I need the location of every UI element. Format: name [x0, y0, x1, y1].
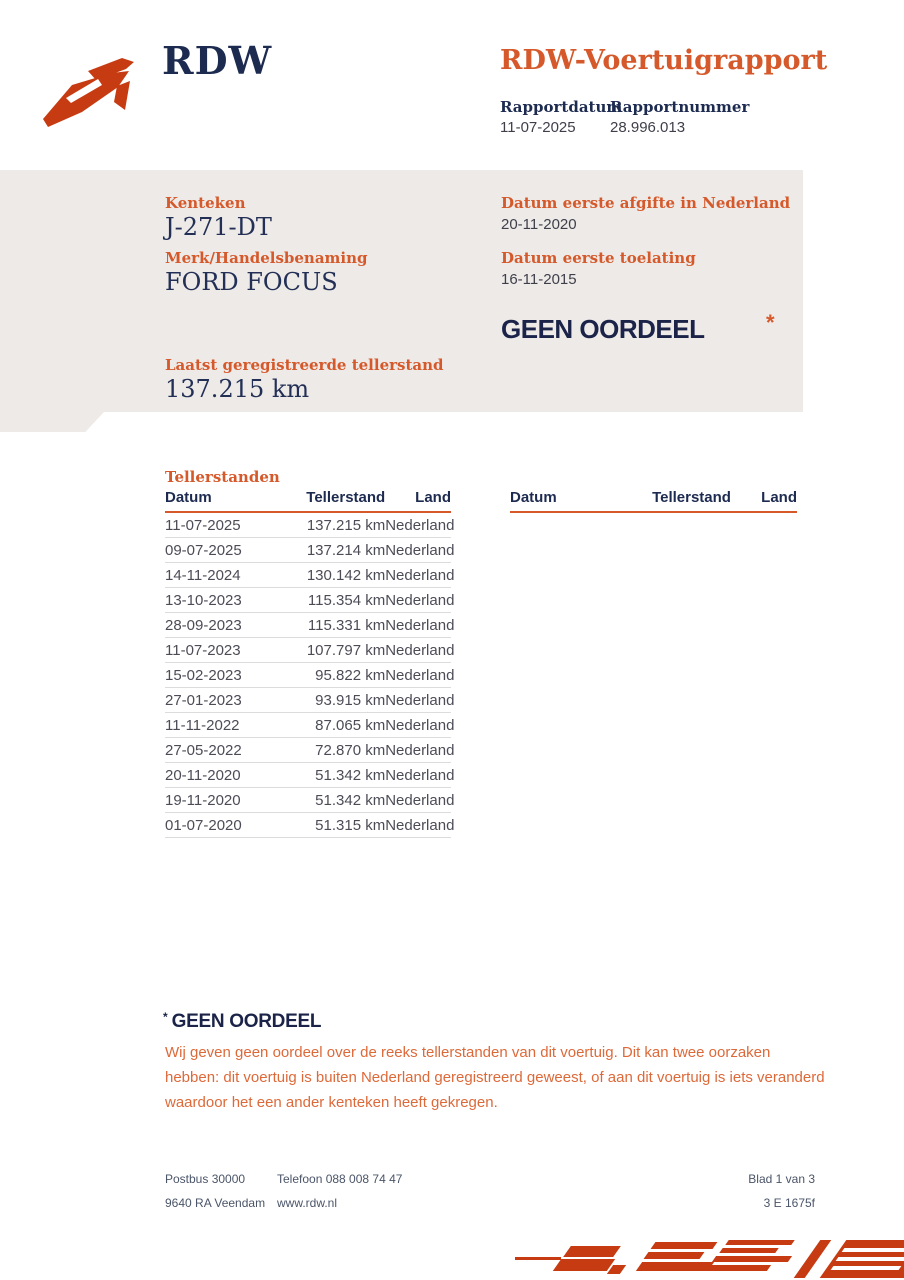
footer-address-line1: Postbus 30000: [165, 1172, 246, 1186]
table-row: [165, 713, 451, 738]
table-cell: 11-07-2025: [165, 512, 279, 538]
table-cell: Nederland: [385, 538, 451, 563]
table-cell: 72.870 km: [279, 738, 385, 763]
table-header-row: [510, 487, 797, 512]
table-cell: 11-07-2023: [165, 638, 279, 663]
verdict-text: GEEN OORDEEL: [501, 314, 705, 344]
table-row: [165, 813, 451, 838]
table-cell: 15-02-2023: [165, 663, 279, 688]
eerste-toelating-value: 16-11-2015: [501, 271, 577, 288]
report-number-label: Rapportnummer: [610, 98, 750, 116]
kenteken-label: Kenteken: [165, 194, 246, 212]
table-cell: Nederland: [385, 788, 451, 813]
table-row: [165, 763, 451, 788]
table-cell: 13-10-2023: [165, 588, 279, 613]
table-cell: 19-11-2020: [165, 788, 279, 813]
table-cell: Nederland: [385, 763, 451, 788]
column-header-land: Land: [731, 487, 797, 512]
table-cell: 27-01-2023: [165, 688, 279, 713]
merk-label: Merk/Handelsbenaming: [165, 249, 368, 267]
rdw-logo-text: RDW: [162, 38, 273, 83]
table-cell: 01-07-2020: [165, 813, 279, 838]
tellerstanden-section-title: Tellerstanden: [165, 468, 280, 486]
table-cell: 95.822 km: [279, 663, 385, 688]
column-header-land: Land: [385, 487, 451, 512]
table-cell: 115.331 km: [279, 613, 385, 638]
report-number-value: 28.996.013: [610, 119, 686, 136]
table-row: [165, 788, 451, 813]
column-header-datum: Datum: [510, 487, 625, 512]
table-cell: 130.142 km: [279, 563, 385, 588]
note-asterisk: *: [163, 1010, 168, 1024]
table-row: [165, 563, 451, 588]
meter-readings-table: [165, 487, 455, 838]
table-row: [165, 663, 451, 688]
table-cell: 51.342 km: [279, 788, 385, 813]
table-cell: Nederland: [385, 613, 451, 638]
eerste-toelating-label: Datum eerste toelating: [501, 249, 696, 267]
table-cell: 87.065 km: [279, 713, 385, 738]
rdw-wing-logo-icon: [38, 52, 150, 130]
footer-form-code: 3 E 1675f: [763, 1196, 815, 1210]
merk-value: FORD FOCUS: [165, 268, 338, 296]
meter-readings-table-secondary: [510, 487, 797, 513]
kenteken-value: J-271-DT: [165, 213, 272, 241]
laatste-tellerstand-label: Laatst geregistreerde tellerstand: [165, 356, 444, 374]
note-title: GEEN OORDEEL: [171, 1011, 322, 1032]
eerste-afgifte-label: Datum eerste afgifte in Nederland: [501, 194, 791, 212]
table-row: [165, 588, 451, 613]
note-body-text: Wij geven geen oordeel over de reeks tellerstanden van dit voertuig. Dit kan twee oorzaken hebben: dit voertuig is buiten Nederland geregistreerd geweest, of aan dit voertuig is iets veranderd waardoor het een ander kenteken heeft gekregen.: [165, 1044, 825, 1111]
table-row: [165, 613, 451, 638]
table-cell: Nederland: [385, 688, 451, 713]
column-header-tellerstand: Tellerstand: [279, 487, 385, 512]
table-cell: Nederland: [385, 663, 451, 688]
table-cell: Nederland: [385, 738, 451, 763]
table-header-row: [165, 487, 451, 512]
table-row: [165, 512, 451, 538]
table-cell: 14-11-2024: [165, 563, 279, 588]
meter-table-body: [165, 512, 455, 838]
report-date-value: 11-07-2025: [500, 119, 576, 136]
table-cell: 20-11-2020: [165, 763, 279, 788]
table-cell: 28-09-2023: [165, 613, 279, 638]
laatste-tellerstand-value: 137.215 km: [165, 375, 310, 403]
table-cell: Nederland: [385, 563, 451, 588]
table-cell: 51.315 km: [279, 813, 385, 838]
table-cell: Nederland: [385, 713, 451, 738]
table-row: [165, 688, 451, 713]
table-row: [165, 738, 451, 763]
footer-address-line2: 9640 RA Veendam: [165, 1196, 266, 1210]
column-header-tellerstand: Tellerstand: [625, 487, 731, 512]
table-row: [165, 538, 451, 563]
table-cell: 107.797 km: [279, 638, 385, 663]
footer-website[interactable]: www.rdw.nl: [277, 1196, 338, 1210]
table-cell: 115.354 km: [279, 588, 385, 613]
table-cell: Nederland: [385, 638, 451, 663]
verdict-asterisk: *: [766, 310, 775, 335]
table-cell: 09-07-2025: [165, 538, 279, 563]
footer-stripes-graphic-icon: [515, 1238, 904, 1280]
footer-page-indicator: Blad 1 van 3: [748, 1172, 815, 1186]
table-cell: Nederland: [385, 512, 451, 538]
page-title: RDW-Voertuigrapport: [500, 45, 828, 76]
table-cell: 137.214 km: [279, 538, 385, 563]
column-header-datum: Datum: [165, 487, 279, 512]
footer-phone: Telefoon 088 008 74 47: [277, 1172, 403, 1186]
table-cell: 93.915 km: [279, 688, 385, 713]
report-date-label: Rapportdatum: [500, 98, 623, 116]
table-cell: 11-11-2022: [165, 713, 279, 738]
table-cell: 27-05-2022: [165, 738, 279, 763]
table-cell: Nederland: [385, 813, 451, 838]
eerste-afgifte-value: 20-11-2020: [501, 216, 577, 233]
note-heading: [163, 1010, 321, 1033]
table-row: [165, 638, 451, 663]
table-cell: Nederland: [385, 588, 451, 613]
table-cell: 137.215 km: [279, 512, 385, 538]
summary-panel-notch: [0, 412, 104, 432]
table-cell: 51.342 km: [279, 763, 385, 788]
